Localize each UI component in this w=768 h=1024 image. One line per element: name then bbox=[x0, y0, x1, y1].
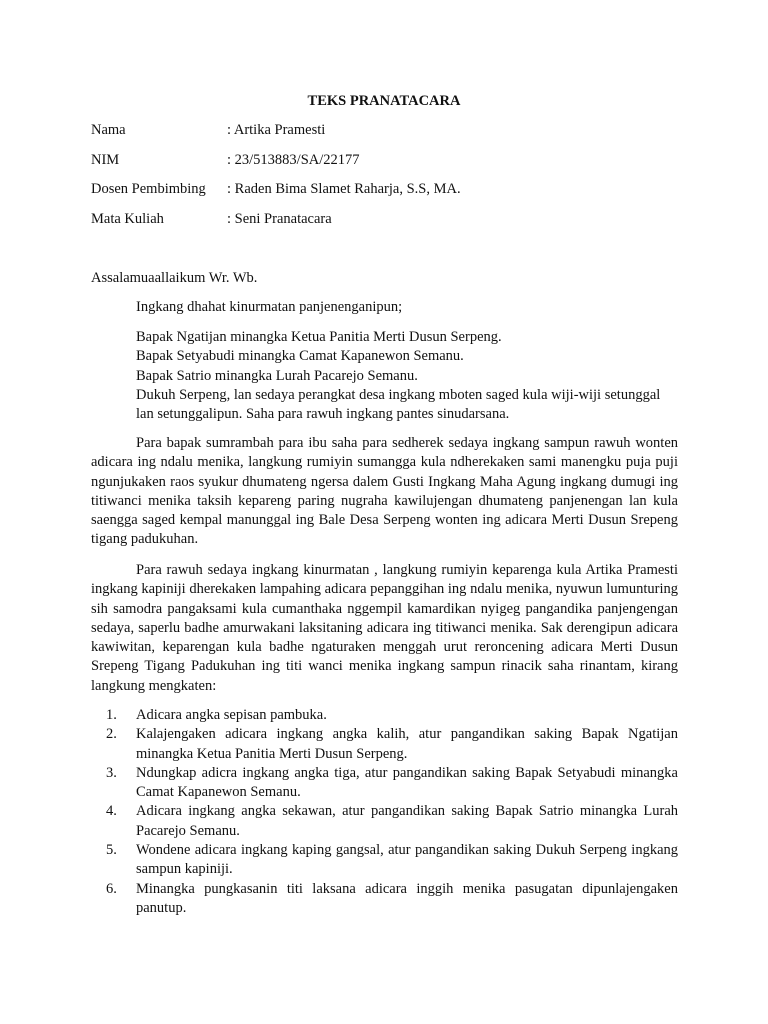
meta-row-supervisor bbox=[91, 180, 691, 210]
meta-row-nim bbox=[91, 151, 691, 181]
meta-label: Nama bbox=[91, 122, 126, 138]
agenda-number: 1. bbox=[106, 707, 117, 723]
agenda-text: Kalajengaken adicara ingkang angka kalih, atur pangandikan saking Bapak Ngatijan minangka Ketua Panitia Merti Dusun Serpeng. bbox=[136, 726, 678, 762]
meta-value: : Raden Bima Slamet Raharja, S.S, MA. bbox=[227, 181, 461, 198]
agenda-item bbox=[91, 841, 678, 880]
meta-label: Mata Kuliah bbox=[91, 211, 164, 228]
addressee-list bbox=[136, 328, 681, 424]
agenda-item bbox=[91, 706, 678, 725]
addressee-line: Bapak Ngatijan minangka Ketua Panitia Merti Dusun Serpeng. bbox=[136, 329, 502, 345]
agenda-item bbox=[91, 725, 678, 764]
meta-label: Dosen Pembimbing bbox=[91, 181, 206, 198]
agenda-text: Wondene adicara ingkang kaping gangsal, atur pangandikan saking Dukuh Serpeng ingkang sampun kapiniji. bbox=[136, 842, 678, 878]
meta-row-course bbox=[91, 210, 691, 240]
agenda-number: 5. bbox=[106, 842, 117, 859]
agenda-text: Adicara ingkang angka sekawan, atur pangandikan saking Bapak Satrio minangka Lurah Pacarejo Semanu. bbox=[136, 803, 678, 839]
addressee-line: Dukuh Serpeng, lan sedaya perangkat desa ingkang mboten saged kula wiji-wiji setunggal lan setunggalipun. Saha para rawuh ingkang pantes sinudarsana. bbox=[136, 386, 661, 423]
agenda-item bbox=[91, 880, 678, 919]
agenda-text: Minangka pungkasanin titi laksana adicara inggih menika pasugatan dipunlajengaken panutup. bbox=[136, 880, 678, 916]
agenda-text: Ndungkap adicra ingkang angka tiga, atur pangandikan saking Bapak Setyabudi minangka Camat Kapanewon Semanu. bbox=[136, 764, 678, 801]
agenda-number: 4. bbox=[106, 803, 117, 820]
body-paragraph-2: Para rawuh sedaya ingkang kinurmatan , langkung rumiyin keparenga kula Artika Pramesti ingkang kapiniji dherekaken lampahing adicara pepanggihan ing ndalu menika, nyuwun lumunturing sih samodra pangaksami kula cumanthaka nggempil kamardikan nyigeg pangandika panjengengan sedaya, saperlu badhe amurwakani laksitaning adicara ing titiwanci menika. Sak derengipun adicara kawiwitan, keparengan kula badhe ngaturaken menggah urut reroncening adicara Merti Dusun Srepeng Tigang Padukuhan ing titi wanci menika ingkang sampun rinacik saha rinantam, kirang langkung mengkaten: bbox=[91, 562, 678, 694]
meta-row-name bbox=[91, 121, 691, 151]
meta-value: : Artika Pramesti bbox=[227, 122, 326, 138]
opening-salutation: Assalamuaallaikum Wr. Wb. bbox=[91, 270, 258, 286]
agenda-text: Adicara angka sepisan pambuka. bbox=[136, 707, 327, 723]
addressee-line: Bapak Satrio minangka Lurah Pacarejo Semanu. bbox=[136, 367, 418, 384]
meta-label: NIM bbox=[91, 151, 120, 168]
greeting-line: Ingkang dhahat kinurmatan panjenenganipun; bbox=[136, 299, 403, 315]
document-title: TEKS PRANATACARA bbox=[307, 93, 461, 109]
metadata-block bbox=[91, 121, 691, 240]
body-paragraph-1: Para bapak sumrambah para ibu saha para sedherek sedaya ingkang sampun rawuh wonten adicara ing ndalu menika, langkung rumiyin sumangga kula ndherekaken sami manengku puja puji ngunjukaken raos syukur dhumateng ngersa dalem Gusti Ingkang Maha Agung ingkang dumugi ing titiwanci menika taksih kepareng paring nugraha kawilujengan dhumateng panjenengan lan kula saengga saged kempal manunggal ing Bale Desa Serpeng wonten ing adicara Merti Dusun Srepeng tigang padukuhan. bbox=[91, 435, 678, 548]
addressee-line: Bapak Setyabudi minangka Camat Kapanewon Semanu. bbox=[136, 348, 464, 365]
agenda-number: 3. bbox=[106, 764, 117, 781]
meta-value: : Seni Pranatacara bbox=[227, 211, 332, 228]
meta-value: : 23/513883/SA/22177 bbox=[227, 151, 360, 168]
agenda-item bbox=[91, 802, 678, 841]
agenda-number: 6. bbox=[106, 880, 117, 897]
agenda-number: 2. bbox=[106, 726, 117, 743]
agenda-item bbox=[91, 764, 678, 803]
agenda-list bbox=[91, 706, 678, 918]
